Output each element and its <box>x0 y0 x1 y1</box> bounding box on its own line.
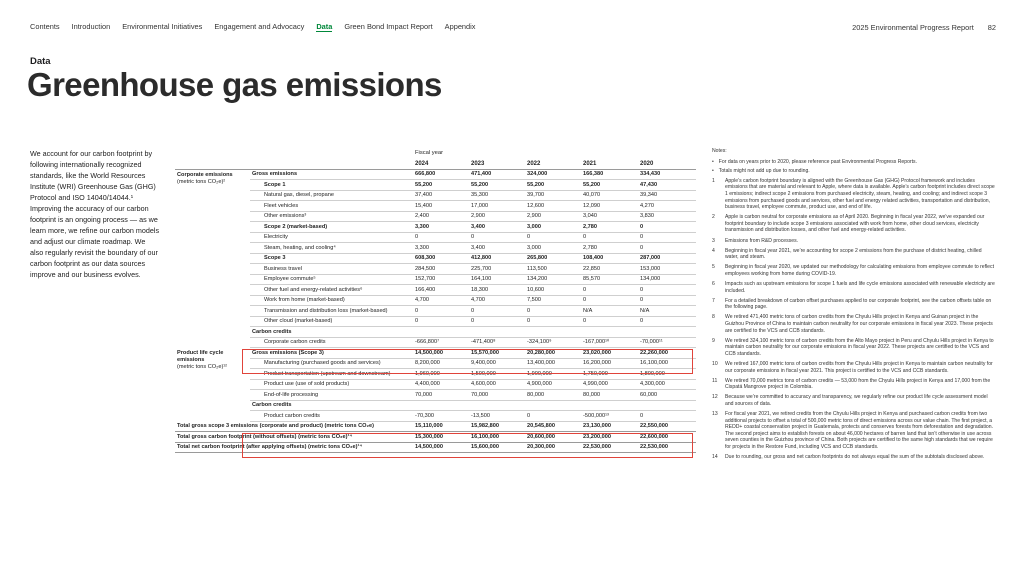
row-value: 4,600,000 <box>469 379 525 390</box>
total-label: Total net carbon footprint (after applying offsets) (metric tons CO₂e)¹⁴ <box>175 442 413 453</box>
row-label: Product transportation (upstream and downstream) <box>250 369 413 380</box>
row-label: Product use (use of sold products) <box>250 379 413 390</box>
footnote-number: 4 <box>712 247 715 254</box>
row-value: -500,000¹³ <box>581 411 638 422</box>
notes-title: Notes: <box>712 148 727 154</box>
row-value: 22,850 <box>581 264 638 275</box>
row-value: 471,400 <box>469 169 525 180</box>
table-row <box>175 274 696 285</box>
row-value: 3,400 <box>469 222 525 233</box>
total-value: 15,110,000 <box>413 421 469 432</box>
footnote <box>712 281 996 294</box>
footnote-number: 1 <box>712 177 715 184</box>
row-value: 225,700 <box>469 264 525 275</box>
row-value <box>581 327 638 338</box>
row-value: 16,200,000 <box>581 358 638 369</box>
row-value: 3,000 <box>525 243 581 254</box>
row-value: 3,040 <box>581 211 638 222</box>
section-label: Data <box>30 56 51 67</box>
footnote-number: 2 <box>712 214 715 221</box>
footnote-text: We retired 70,000 metrics tons of carbon credits — 53,000 from the Chyulu Hills project in Kenya and 17,000 from the Cispatá Mangrove project in Colombia. <box>725 377 991 391</box>
row-value: N/A <box>638 306 696 317</box>
table-row <box>175 295 696 306</box>
row-value: 1,900,000 <box>525 369 581 380</box>
year-header: 2022 <box>525 159 581 170</box>
row-value <box>413 327 469 338</box>
footnote-text: We retired 471,400 metric tons of carbon credits from the Chyulu Hills project in Kenya and Guinan project in the Guizhou Province of China to maintain carbon neutrality for our corporate emissions in fiscal year 2023. These projects are certified to the VCS and CCB standards. <box>725 314 993 334</box>
row-value: 3,300 <box>413 243 469 254</box>
row-value: 55,200 <box>413 180 469 191</box>
row-value: 0 <box>638 411 696 422</box>
note-bullet-text: For data on years prior to 2020, please reference past Environmental Progress Reports. <box>718 158 917 165</box>
row-value: 10,600 <box>525 285 581 296</box>
row-value: 55,200 <box>581 180 638 191</box>
row-value: 0 <box>638 222 696 233</box>
row-value <box>525 400 581 411</box>
row-label: Scope 3 <box>250 253 413 264</box>
nav-tab-0[interactable]: Contents <box>30 22 60 31</box>
footnote <box>712 454 996 461</box>
row-value <box>413 400 469 411</box>
total-value: 22,550,000 <box>638 421 696 432</box>
footnote-text: For a detailed breakdown of carbon offset purchases applied to our corporate footprint, see the carbon offsets table on the following page. <box>725 297 992 311</box>
footnote-number: 10 <box>712 360 718 367</box>
row-value: 39,700 <box>525 190 581 201</box>
row-value: 4,400,000 <box>413 379 469 390</box>
table-row <box>175 253 696 264</box>
row-value: 18,300 <box>469 285 525 296</box>
row-value: 0 <box>638 285 696 296</box>
row-value: 40,070 <box>581 190 638 201</box>
fiscal-year-row <box>175 148 696 159</box>
row-value: 152,700 <box>413 274 469 285</box>
row-value: 2,900 <box>469 211 525 222</box>
row-value: 15,400 <box>413 201 469 212</box>
total-value: 15,982,800 <box>469 421 525 432</box>
footnote <box>712 411 996 451</box>
table-row <box>175 201 696 212</box>
row-label: Work from home (market-based) <box>250 295 413 306</box>
footnote-text: We retired 324,100 metric tons of carbon credits from the Alto Mayo project in Peru and Chyulu Hills project in Kenya to maintain carbon neutrality for our corporate emissions in fiscal year 2022. These projects are certified to the VCS and CCB standards. <box>725 337 994 357</box>
table-row <box>175 264 696 275</box>
total-label: Total gross scope 3 emissions (corporate and product) (metric tons CO₂e) <box>175 421 413 432</box>
row-value: 4,990,000 <box>581 379 638 390</box>
footnote-text: For fiscal year 2021, we retired credits from the Chyulu Hills project in Kenya and purchased carbon credits from two additional projects to offset a total of 500,000 metric tons of direct emissions across our value chain. The first project, a REDD+ coastal conservation project in Guatemala, protects and conserves forests from deforestation and degradation. The second project aims to establish forests on about 46,000 hectares of barren land that isn’t otherwise in use across seven counties in the Guizhou province of China. Both projects are certified to the same high standards that we require for projects in the Restore Fund, including VCS and CCB standards. <box>725 411 993 450</box>
footnote <box>712 314 996 334</box>
product-emissions-category-label: Product life cycle emissions <box>177 349 224 363</box>
table-row <box>175 306 696 317</box>
row-label: Scope 2 (market-based) <box>250 222 413 233</box>
row-value: 0 <box>638 243 696 254</box>
table-row <box>175 285 696 296</box>
table-row <box>175 211 696 222</box>
row-value: -13,500 <box>469 411 525 422</box>
row-value: 166,380 <box>581 169 638 180</box>
product-emissions-category-unit: (metric tons CO₂e)¹² <box>177 363 228 370</box>
row-value: 4,270 <box>638 201 696 212</box>
corporate-emissions-category-unit: (metric tons CO₂e)² <box>177 178 226 185</box>
row-value: 2,780 <box>581 243 638 254</box>
nav-tab-6[interactable]: Appendix <box>444 22 476 31</box>
row-value: 3,830 <box>638 211 696 222</box>
row-value: 4,900,000 <box>525 379 581 390</box>
row-value <box>469 400 525 411</box>
year-header: 2024 <box>413 159 469 170</box>
footnote-text: Beginning in fiscal year 2021, we’re accounting for scope 2 emissions from the purchase of district heating, chilled water, and steam. <box>725 247 982 261</box>
total-value: 15,300,000 <box>413 432 469 443</box>
row-value: 80,000 <box>525 390 581 401</box>
footnote <box>712 214 996 234</box>
row-value: 164,100 <box>469 274 525 285</box>
total-value: 22,530,000 <box>638 442 696 453</box>
row-value: -324,100⁹ <box>525 337 581 348</box>
row-value: 0 <box>525 232 581 243</box>
product-emissions-category <box>175 348 250 422</box>
row-value: 2,400 <box>413 211 469 222</box>
row-value: 85,570 <box>581 274 638 285</box>
row-value: 265,800 <box>525 253 581 264</box>
row-value: 14,500,000 <box>413 348 469 359</box>
footnote-number: 12 <box>712 394 718 401</box>
row-value: 284,500 <box>413 264 469 275</box>
row-label: Gross emissions <box>250 169 413 180</box>
row-value: 134,200 <box>525 274 581 285</box>
total-value: 20,600,000 <box>525 432 581 443</box>
row-value: 0 <box>469 232 525 243</box>
row-value: 0 <box>525 316 581 327</box>
row-value: 134,000 <box>638 274 696 285</box>
table-row <box>175 180 696 191</box>
row-value: 4,300,000 <box>638 379 696 390</box>
row-label: Carbon credits <box>250 327 413 338</box>
row-value: 287,000 <box>638 253 696 264</box>
footnote-text: Due to rounding, our gross and net carbon footprints do not always equal the sum of the subtotals disclosed above. <box>725 454 985 461</box>
note-bullet <box>712 159 996 166</box>
row-value: 1,750,000 <box>581 369 638 380</box>
total-value: 23,130,000 <box>581 421 638 432</box>
footnote-number: 11 <box>712 377 718 384</box>
nav-tab-4[interactable]: Data <box>316 22 333 31</box>
row-label: Electricity <box>250 232 413 243</box>
fiscal-year-label: Fiscal year <box>415 150 444 157</box>
row-value: 80,000 <box>581 390 638 401</box>
row-value: 0 <box>638 316 696 327</box>
footnote <box>712 394 996 407</box>
row-value: N/A <box>581 306 638 317</box>
row-value: 15,570,000 <box>469 348 525 359</box>
row-value: 2,780 <box>581 222 638 233</box>
footnote-number: 14 <box>712 454 718 461</box>
footnote-text: Impacts such as upstream emissions for scope 1 fuels and life cycle emissions associated with renewable electricity are included. <box>725 281 995 294</box>
footnote-number: 8 <box>712 314 715 321</box>
footnote-number: 9 <box>712 337 715 344</box>
table-row <box>175 232 696 243</box>
row-value: 12,600 <box>525 201 581 212</box>
year-header-row <box>175 159 696 170</box>
total-value: 16,100,000 <box>469 432 525 443</box>
table-row <box>175 190 696 201</box>
emissions-table <box>175 148 696 453</box>
table-row <box>175 400 696 411</box>
total-row <box>175 421 696 432</box>
row-value <box>525 327 581 338</box>
footnote-text: Emissions from R&D processes. <box>725 237 799 244</box>
footnote-text: Apple is carbon neutral for corporate emissions as of April 2020. Beginning in fiscal year 2022, we’ve expanded our footprint boundary to include scope 3 emissions associated with work from home, other cloud services, electricity transmission and distribution losses, and other fuel and energy-related activities. <box>725 214 985 234</box>
row-value: 60,000 <box>638 390 696 401</box>
footnote <box>712 338 996 358</box>
nav-tabs <box>30 22 476 32</box>
row-value: 3,400 <box>469 243 525 254</box>
row-value: 39,340 <box>638 190 696 201</box>
row-value: 20,280,000 <box>525 348 581 359</box>
row-value: 37,400 <box>413 190 469 201</box>
row-value <box>638 327 696 338</box>
year-header: 2021 <box>581 159 638 170</box>
row-value: 324,000 <box>525 169 581 180</box>
row-label: Corporate carbon credits <box>250 337 413 348</box>
row-value: 0 <box>469 316 525 327</box>
row-value: 608,300 <box>413 253 469 264</box>
footnote <box>712 248 996 261</box>
top-nav <box>30 20 996 34</box>
row-value: 113,500 <box>525 264 581 275</box>
row-value: 70,000 <box>413 390 469 401</box>
intro-text: We account for our carbon footprint by following internationally recognized standards, like the World Resources Institute (WRI) Greenhouse Gas (GHG) Protocol and ISO 14040/14044.¹ Improving the accuracy of our carbon footprint is an ongoing process — as we learn more, we refine our carbon models and adjust our climate roadmap. We also regularly revisit the boundary of our carbon footprint as our data sources improve and our business evolves. <box>30 149 160 279</box>
footnote-text: We retired 167,000 metric tons of carbon credits from the Chyulu Hills project in Kenya to maintain carbon neutrality for our corporate emissions in fiscal year 2021. This project is certified to the VCS and CCB standards. <box>725 360 993 374</box>
row-value: 0 <box>469 306 525 317</box>
nav-tab-5[interactable]: Green Bond Impact Report <box>344 22 433 31</box>
row-label: Carbon credits <box>250 400 413 411</box>
row-value: 23,020,000 <box>581 348 638 359</box>
row-label: Product carbon credits <box>250 411 413 422</box>
row-value <box>581 400 638 411</box>
row-value: 0 <box>638 232 696 243</box>
table-row <box>175 169 696 180</box>
note-bullet <box>712 168 996 175</box>
row-label: Gross emissions (Scope 3) <box>250 348 413 359</box>
row-value: 55,200 <box>469 180 525 191</box>
row-label: Manufacturing (purchased goods and services) <box>250 358 413 369</box>
row-value: 13,400,000 <box>525 358 581 369</box>
footnote <box>712 238 996 245</box>
nav-tab-3[interactable]: Engagement and Advocacy <box>214 22 305 31</box>
report-title: 2025 Environmental Progress Report <box>852 22 974 32</box>
table-row <box>175 327 696 338</box>
bullet-dot-icon: • <box>712 158 714 165</box>
row-value: 0 <box>525 411 581 422</box>
total-value: 23,200,000 <box>581 432 638 443</box>
footnote-text: Because we’re committed to accuracy and transparency, we regularly refine our product life cycle assessment model and sources of data. <box>725 394 988 407</box>
row-value: 153,000 <box>638 264 696 275</box>
row-value: 3,300 <box>413 222 469 233</box>
row-label: Other cloud (market-based) <box>250 316 413 327</box>
bullet-dot-icon: • <box>712 168 714 175</box>
row-value: 55,200 <box>525 180 581 191</box>
row-label: Other fuel and energy-related activities⁶ <box>250 285 413 296</box>
row-value: -167,000¹⁰ <box>581 337 638 348</box>
row-value <box>469 327 525 338</box>
footnote-number: 7 <box>712 297 715 304</box>
footnote-number: 3 <box>712 237 715 244</box>
footnote-number: 6 <box>712 281 715 287</box>
notes-panel <box>712 148 996 464</box>
row-value: -666,800⁷ <box>413 337 469 348</box>
corporate-emissions-category <box>175 169 250 348</box>
total-value: 14,500,000 <box>413 442 469 453</box>
footnote-text: Apple’s carbon footprint boundary is aligned with the Greenhouse Gas (GHG) Protocol framework and includes emissions that are material and relevant to Apple, where data is available. Apple’s carbon footprint includes direct scope 1 emissions; indirect scope 2 emissions from purchased electricity, steam, heating, and cooling; and indirect scope 3 emissions from purchased goods and services, other fuel and energy related activities, transportation and distribution, business travel, employee commute, product use, and end of life. <box>725 177 995 211</box>
nav-tab-1[interactable]: Introduction <box>71 22 111 31</box>
corporate-emissions-category-label: Corporate emissions <box>177 171 233 178</box>
row-value: 0 <box>413 306 469 317</box>
emissions-table-container <box>175 148 696 453</box>
row-label: Fleet vehicles <box>250 201 413 212</box>
row-value: 0 <box>581 295 638 306</box>
row-value: 4,700 <box>469 295 525 306</box>
row-label: Business travel <box>250 264 413 275</box>
table-row <box>175 379 696 390</box>
footnote <box>712 178 996 211</box>
row-value: 22,260,000 <box>638 348 696 359</box>
row-value: 666,800 <box>413 169 469 180</box>
row-label: Steam, heating, and cooling⁴ <box>250 243 413 254</box>
row-value: 35,300 <box>469 190 525 201</box>
row-value: 0 <box>581 285 638 296</box>
footnote-number: 5 <box>712 264 715 271</box>
table-row <box>175 316 696 327</box>
note-bullet-text: Totals might not add up due to rounding. <box>718 168 810 175</box>
row-value: 12,090 <box>581 201 638 212</box>
total-value: 22,600,000 <box>638 432 696 443</box>
row-value <box>638 400 696 411</box>
table-row <box>175 358 696 369</box>
total-value: 20,300,000 <box>525 442 581 453</box>
row-value: 9,400,000 <box>469 358 525 369</box>
row-label: Employee commute⁵ <box>250 274 413 285</box>
nav-tab-2[interactable]: Environmental Initiatives <box>122 22 203 31</box>
row-value: 2,900 <box>525 211 581 222</box>
row-value: 0 <box>413 232 469 243</box>
row-value: -471,400⁸ <box>469 337 525 348</box>
table-row <box>175 369 696 380</box>
year-header: 2023 <box>469 159 525 170</box>
footnote-text: Beginning in fiscal year 2020, we updated our methodology for calculating emissions from employee commute to reflect employees working from home during COVID-19. <box>725 264 994 277</box>
row-value: 166,400 <box>413 285 469 296</box>
table-row <box>175 243 696 254</box>
row-value: 8,200,000 <box>413 358 469 369</box>
total-value: 15,600,000 <box>469 442 525 453</box>
row-value: 0 <box>581 316 638 327</box>
table-row <box>175 337 696 348</box>
table-row <box>175 390 696 401</box>
row-label: Other emissions³ <box>250 211 413 222</box>
total-label: Total gross carbon footprint (without offsets) (metric tons CO₂e)¹⁴ <box>175 432 413 443</box>
footnote <box>712 298 996 311</box>
row-value: 0 <box>581 232 638 243</box>
row-label: Transmission and distribution loss (market-based) <box>250 306 413 317</box>
footnote <box>712 378 996 391</box>
row-value: 1,500,000 <box>469 369 525 380</box>
row-value: 16,100,000 <box>638 358 696 369</box>
total-row <box>175 432 696 443</box>
row-value: 17,000 <box>469 201 525 212</box>
total-value: 20,545,800 <box>525 421 581 432</box>
footnote <box>712 361 996 374</box>
table-row <box>175 222 696 233</box>
footnote-number: 13 <box>712 411 718 417</box>
row-label: End-of-life processing <box>250 390 413 401</box>
page-number: 82 <box>987 22 996 32</box>
total-row <box>175 442 696 453</box>
table-row <box>175 348 696 359</box>
row-value: -70,000¹¹ <box>638 337 696 348</box>
row-value: 108,400 <box>581 253 638 264</box>
footnote <box>712 264 996 277</box>
row-value: 0 <box>638 295 696 306</box>
row-value: 1,800,000 <box>638 369 696 380</box>
row-value: 0 <box>525 306 581 317</box>
row-value: 3,000 <box>525 222 581 233</box>
row-value: 70,000 <box>469 390 525 401</box>
row-label: Natural gas, diesel, propane <box>250 190 413 201</box>
page-title: Greenhouse gas emissions <box>27 66 442 103</box>
row-value: 47,430 <box>638 180 696 191</box>
row-value: 0 <box>413 316 469 327</box>
row-value: 1,960,000 <box>413 369 469 380</box>
year-header: 2020 <box>638 159 696 170</box>
table-row <box>175 411 696 422</box>
row-value: 412,800 <box>469 253 525 264</box>
row-value: 334,430 <box>638 169 696 180</box>
row-value: 4,700 <box>413 295 469 306</box>
row-label: Scope 1 <box>250 180 413 191</box>
total-value: 22,530,000 <box>581 442 638 453</box>
row-value: 7,500 <box>525 295 581 306</box>
row-value: -70,300 <box>413 411 469 422</box>
